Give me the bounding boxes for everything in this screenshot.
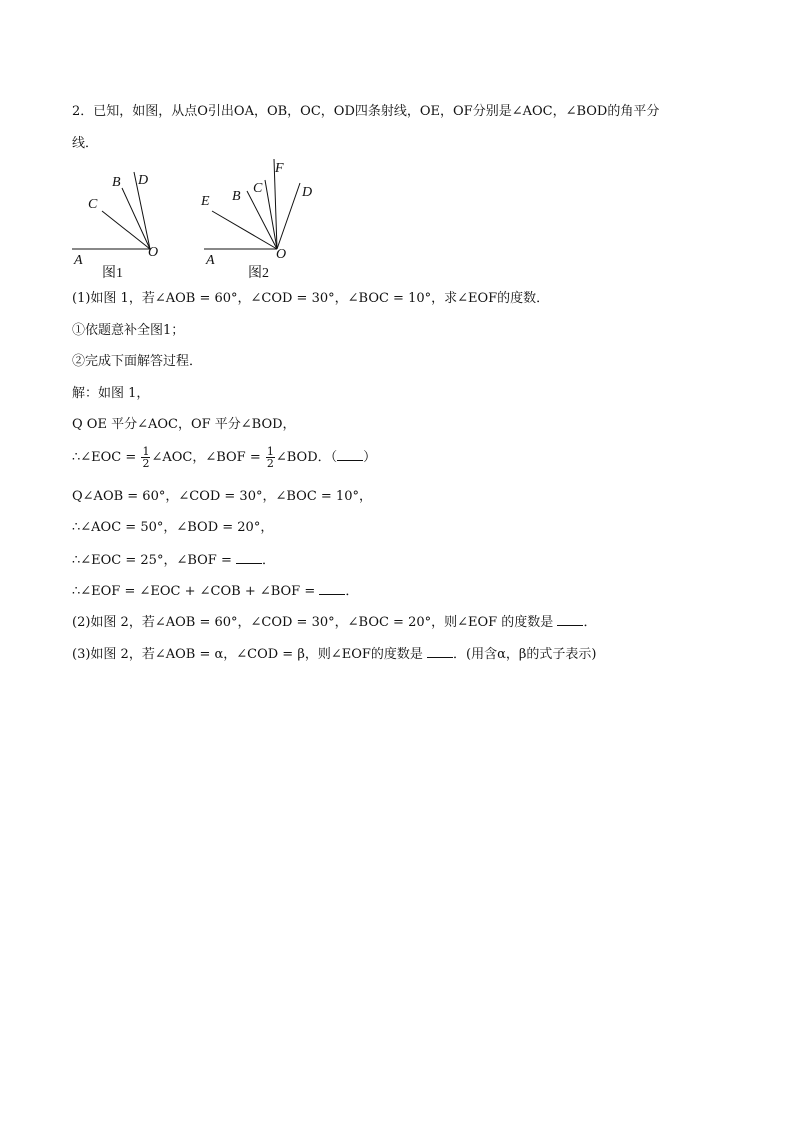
part2-suffix: ． xyxy=(583,615,597,630)
part1-question: (1)如图 1，若∠AOB = 60°，∠COD = 30°，∠BOC = 10°，求∠EOF的度数． xyxy=(72,291,550,306)
label-A-fig1: A xyxy=(74,253,83,268)
answer-blank-part3[interactable] xyxy=(427,645,453,658)
part2-question xyxy=(72,613,596,632)
answer-blank-reason[interactable] xyxy=(337,448,363,461)
part3-suffix: ．(用含α，β的式子表示) xyxy=(453,647,597,662)
label-B-fig1: B xyxy=(112,175,121,190)
label-C-fig2: C xyxy=(253,181,263,196)
solution-line5-prefix: ∴∠EOC = 25°，∠BOF = xyxy=(72,553,232,568)
solution-line2-suffix: ∠BOD．（ xyxy=(275,450,338,465)
part1-step1: ①依题意补全图1； xyxy=(72,323,185,338)
figure-1-caption: 图1 xyxy=(102,266,123,281)
part3-question xyxy=(72,645,597,664)
ray-OD-fig2 xyxy=(277,183,300,249)
figures xyxy=(62,156,362,282)
solution-line2-prefix: ∴∠EOC = xyxy=(72,450,137,465)
label-D-fig1: D xyxy=(138,173,149,188)
solution-line6-prefix: ∴∠EOF = ∠EOC + ∠COB + ∠BOF = xyxy=(72,584,316,599)
figure-1 xyxy=(72,172,158,281)
fraction-denominator: 2 xyxy=(142,457,150,470)
solution-line3: Q∠AOB = 60°，∠COD = 30°，∠BOC = 10°， xyxy=(72,489,372,504)
label-F-fig2: F xyxy=(275,161,284,176)
solution-line1: Q OE 平分∠AOC，OF 平分∠BOD， xyxy=(72,417,296,432)
solution-line2 xyxy=(72,444,376,472)
label-O-fig1: O xyxy=(148,245,159,260)
solution-line2-mid: ∠AOC，∠BOF = xyxy=(151,450,261,465)
label-O-fig2: O xyxy=(276,247,287,262)
problem-intro-line2: 线． xyxy=(72,136,99,151)
label-B-fig2: B xyxy=(232,189,241,204)
answer-blank-eof[interactable] xyxy=(319,582,345,595)
geometry-figures xyxy=(62,156,362,282)
fraction-one-half-a xyxy=(141,446,150,469)
label-C-fig1: C xyxy=(88,197,98,212)
label-E-fig2: E xyxy=(201,194,210,209)
fraction-one-half-b xyxy=(266,446,275,469)
fraction-denominator: 2 xyxy=(266,457,274,470)
label-D-fig2: D xyxy=(302,185,313,200)
problem-intro-line1: 2．已知，如图，从点O引出OA，OB，OC，OD四条射线，OE，OF分别是∠AOC，∠BOD的角平分 xyxy=(72,104,660,119)
solution-line6-suffix: ． xyxy=(345,584,359,599)
solution-line5-suffix: ． xyxy=(262,553,276,568)
solution-line6 xyxy=(72,582,358,601)
fraction-numerator: 1 xyxy=(266,445,274,458)
answer-blank-part2[interactable] xyxy=(557,613,583,626)
solution-line5 xyxy=(72,551,275,570)
part3-prefix: (3)如图 2，若∠AOB = α，∠COD = β，则∠EOF的度数是 xyxy=(72,647,423,662)
solution-line2-close: ） xyxy=(363,450,377,465)
answer-blank-bof[interactable] xyxy=(236,551,262,564)
part2-prefix: (2)如图 2，若∠AOB = 60°，∠COD = 30°，∠BOC = 20°，则∠EOF 的度数是 xyxy=(72,615,554,630)
solution-line4: ∴∠AOC = 50°，∠BOD = 20°， xyxy=(72,520,274,535)
figure-2-caption: 图2 xyxy=(248,266,269,281)
part1-step2: ②完成下面解答过程． xyxy=(72,354,203,369)
label-A-fig2: A xyxy=(206,253,215,268)
solution-intro: 解：如图 1， xyxy=(72,386,150,401)
ray-OB-fig1 xyxy=(122,188,150,249)
fraction-numerator: 1 xyxy=(142,445,150,458)
figure-2 xyxy=(200,159,312,281)
